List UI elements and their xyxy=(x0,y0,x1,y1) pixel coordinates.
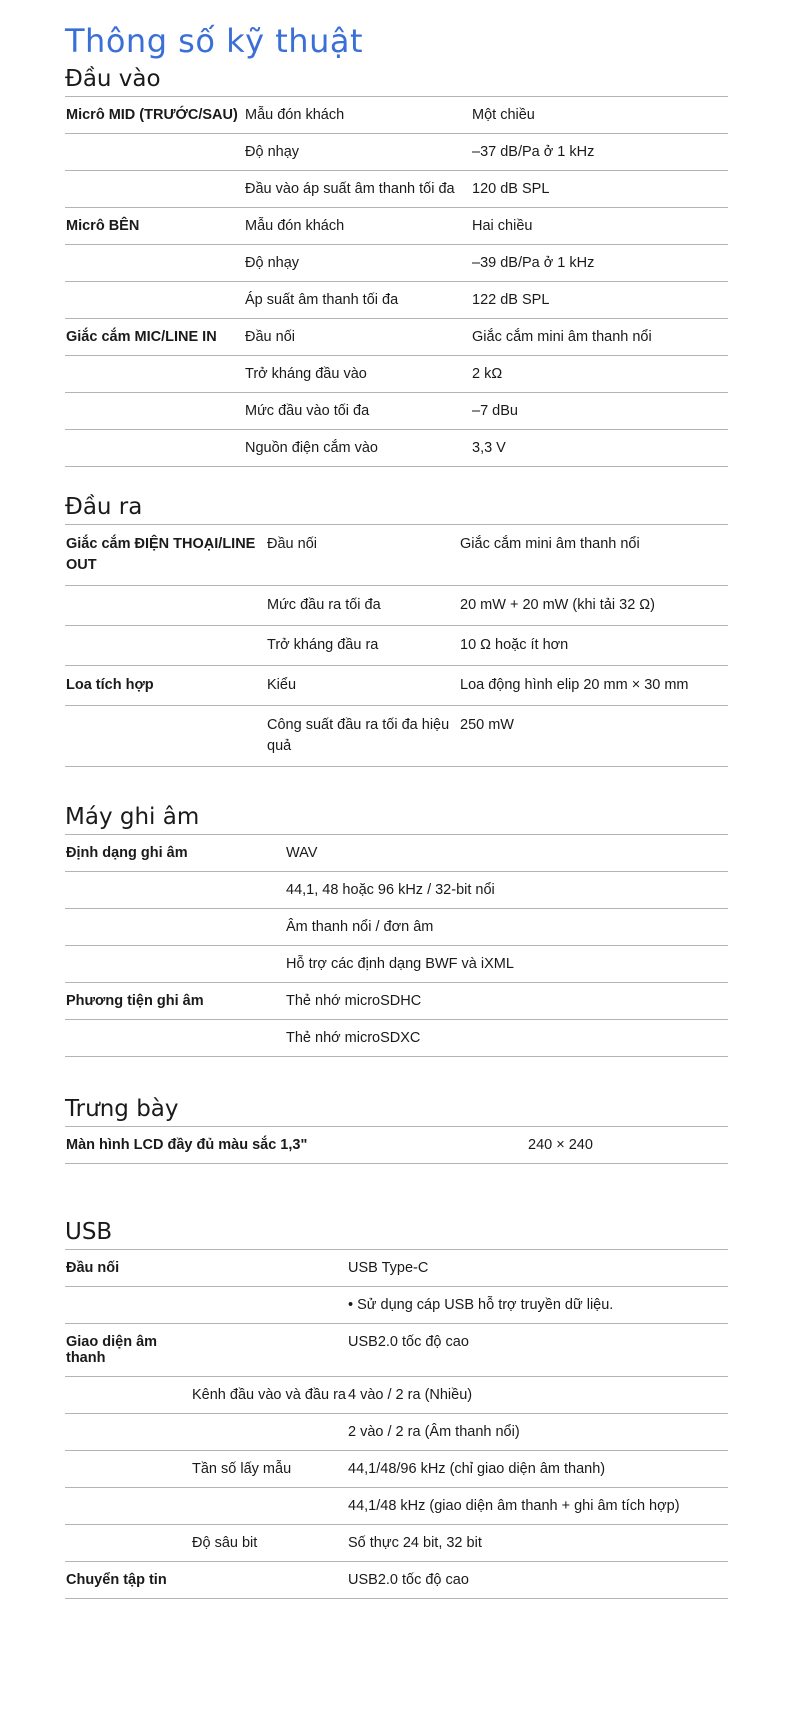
usb-table xyxy=(65,1249,728,1599)
table-row xyxy=(65,1414,728,1451)
row-item-label: Độ nhạy xyxy=(245,134,472,171)
row-item-label: Mức đầu ra tối đa xyxy=(267,586,460,626)
row-item-label: Nguồn điện cắm vào xyxy=(245,430,472,467)
table-row xyxy=(65,909,728,946)
row-item-label: Tần số lấy mẫu xyxy=(192,1451,348,1488)
row-value: • Sử dụng cáp USB hỗ trợ truyền dữ liệu. xyxy=(348,1287,728,1324)
row-value: 122 dB SPL xyxy=(472,282,728,319)
section-outputs xyxy=(65,490,728,767)
row-value: USB2.0 tốc độ cao xyxy=(348,1562,728,1599)
table-row xyxy=(65,430,728,467)
row-item-label: Đầu vào áp suất âm thanh tối đa xyxy=(245,171,472,208)
row-group-label: Định dạng ghi âm xyxy=(65,835,286,872)
row-item-label: Trở kháng đầu ra xyxy=(267,626,460,666)
table-row xyxy=(65,706,728,767)
table-row xyxy=(65,1377,728,1414)
row-item-label xyxy=(192,1488,348,1525)
row-item-label: Độ sâu bit xyxy=(192,1525,348,1562)
row-value: USB2.0 tốc độ cao xyxy=(348,1324,728,1377)
table-row xyxy=(65,586,728,626)
table-row xyxy=(65,1250,728,1287)
row-value: Âm thanh nổi / đơn âm xyxy=(286,909,728,946)
row-group-label xyxy=(65,909,286,946)
table-row xyxy=(65,1324,728,1377)
row-group-label xyxy=(65,946,286,983)
row-value: 44,1, 48 hoặc 96 kHz / 32-bit nổi xyxy=(286,872,728,909)
row-value: 4 vào / 2 ra (Nhiều) xyxy=(348,1377,728,1414)
page-title: Thông số kỹ thuật xyxy=(65,22,363,60)
row-value: 44,1/48/96 kHz (chỉ giao diện âm thanh) xyxy=(348,1451,728,1488)
row-item-label xyxy=(192,1324,348,1377)
row-group-label: Màn hình LCD đầy đủ màu sắc 1,3" xyxy=(65,1127,528,1164)
table-row xyxy=(65,1488,728,1525)
row-item-label xyxy=(192,1250,348,1287)
table-row xyxy=(65,1020,728,1057)
table-row xyxy=(65,134,728,171)
row-value: 240 × 240 xyxy=(528,1127,728,1164)
row-item-label: Áp suất âm thanh tối đa xyxy=(245,282,472,319)
inputs-table xyxy=(65,96,728,467)
table-row xyxy=(65,356,728,393)
row-value: 2 vào / 2 ra (Âm thanh nổi) xyxy=(348,1414,728,1451)
row-group-label xyxy=(65,1377,192,1414)
row-group-label xyxy=(65,282,245,319)
table-row xyxy=(65,171,728,208)
row-value: Thẻ nhớ microSDHC xyxy=(286,983,728,1020)
row-value: 120 dB SPL xyxy=(472,171,728,208)
row-group-label xyxy=(65,1287,192,1324)
table-row xyxy=(65,666,728,706)
section-heading: USB xyxy=(65,1219,113,1245)
row-value: 20 mW + 20 mW (khi tải 32 Ω) xyxy=(460,586,728,626)
row-value: Thẻ nhớ microSDXC xyxy=(286,1020,728,1057)
row-value: WAV xyxy=(286,835,728,872)
section-heading: Trưng bày xyxy=(65,1096,179,1122)
row-group-label xyxy=(65,430,245,467)
table-row xyxy=(65,946,728,983)
row-value: 10 Ω hoặc ít hơn xyxy=(460,626,728,666)
section-usb xyxy=(65,1215,728,1599)
table-row xyxy=(65,245,728,282)
table-row xyxy=(65,1562,728,1599)
table-row xyxy=(65,1127,728,1164)
row-value: 250 mW xyxy=(460,706,728,767)
table-row xyxy=(65,282,728,319)
row-value: Giắc cắm mini âm thanh nổi xyxy=(460,525,728,586)
table-row xyxy=(65,97,728,134)
table-row xyxy=(65,525,728,586)
table-row xyxy=(65,626,728,666)
row-item-label xyxy=(192,1414,348,1451)
row-group-label: Đầu nối xyxy=(65,1250,192,1287)
row-group-label: Chuyển tập tin xyxy=(65,1562,192,1599)
section-heading: Đầu ra xyxy=(65,494,143,520)
row-item-label: Trở kháng đầu vào xyxy=(245,356,472,393)
section-heading: Đầu vào xyxy=(65,66,161,92)
row-group-label xyxy=(65,356,245,393)
row-value: 3,3 V xyxy=(472,430,728,467)
row-value: Số thực 24 bit, 32 bit xyxy=(348,1525,728,1562)
row-value: –39 dB/Pa ở 1 kHz xyxy=(472,245,728,282)
row-item-label: Đầu nối xyxy=(267,525,460,586)
row-value: Giắc cắm mini âm thanh nổi xyxy=(472,319,728,356)
table-row xyxy=(65,1525,728,1562)
table-row xyxy=(65,1451,728,1488)
row-item-label: Độ nhạy xyxy=(245,245,472,282)
display-table xyxy=(65,1126,728,1164)
row-group-label: Giắc cắm MIC/LINE IN xyxy=(65,319,245,356)
row-item-label: Mẫu đón khách xyxy=(245,208,472,245)
recorder-table xyxy=(65,834,728,1057)
row-group-label xyxy=(65,393,245,430)
row-item-label: Mẫu đón khách xyxy=(245,97,472,134)
row-group-label: Giao diện âm thanh xyxy=(65,1324,192,1377)
row-group-label: Giắc cắm ĐIỆN THOẠI/LINE OUT xyxy=(65,525,267,586)
row-group-label: Micrô BÊN xyxy=(65,208,245,245)
row-value: USB Type-C xyxy=(348,1250,728,1287)
row-value: 44,1/48 kHz (giao diện âm thanh + ghi âm tích hợp) xyxy=(348,1488,728,1525)
section-inputs xyxy=(65,62,728,467)
row-item-label: Công suất đầu ra tối đa hiệu quả xyxy=(267,706,460,767)
row-item-label: Kênh đầu vào và đầu ra xyxy=(192,1377,348,1414)
row-group-label xyxy=(65,245,245,282)
table-row xyxy=(65,1287,728,1324)
row-group-label xyxy=(65,1488,192,1525)
row-item-label: Đầu nối xyxy=(245,319,472,356)
row-group-label xyxy=(65,586,267,626)
row-group-label xyxy=(65,626,267,666)
table-row xyxy=(65,319,728,356)
row-group-label xyxy=(65,171,245,208)
row-group-label xyxy=(65,1414,192,1451)
row-item-label: Mức đầu vào tối đa xyxy=(245,393,472,430)
row-value: Hai chiều xyxy=(472,208,728,245)
row-value: Hỗ trợ các định dạng BWF và iXML xyxy=(286,946,728,983)
table-row xyxy=(65,835,728,872)
table-row xyxy=(65,208,728,245)
table-row xyxy=(65,393,728,430)
row-value: –37 dB/Pa ở 1 kHz xyxy=(472,134,728,171)
row-item-label xyxy=(192,1562,348,1599)
row-group-label: Micrô MID (TRƯỚC/SAU) xyxy=(65,97,245,134)
row-group-label xyxy=(65,872,286,909)
row-group-label xyxy=(65,706,267,767)
section-recorder xyxy=(65,800,728,1057)
row-group-label: Phương tiện ghi âm xyxy=(65,983,286,1020)
row-item-label xyxy=(192,1287,348,1324)
table-row xyxy=(65,983,728,1020)
row-group-label: Loa tích hợp xyxy=(65,666,267,706)
row-value: 2 kΩ xyxy=(472,356,728,393)
row-group-label xyxy=(65,1525,192,1562)
row-group-label xyxy=(65,1020,286,1057)
row-group-label xyxy=(65,134,245,171)
row-value: Loa động hình elip 20 mm × 30 mm xyxy=(460,666,728,706)
row-value: –7 dBu xyxy=(472,393,728,430)
section-heading: Máy ghi âm xyxy=(65,804,200,830)
row-value: Một chiều xyxy=(472,97,728,134)
row-item-label: Kiểu xyxy=(267,666,460,706)
section-display xyxy=(65,1092,728,1164)
row-group-label xyxy=(65,1451,192,1488)
table-row xyxy=(65,872,728,909)
outputs-table xyxy=(65,524,728,767)
